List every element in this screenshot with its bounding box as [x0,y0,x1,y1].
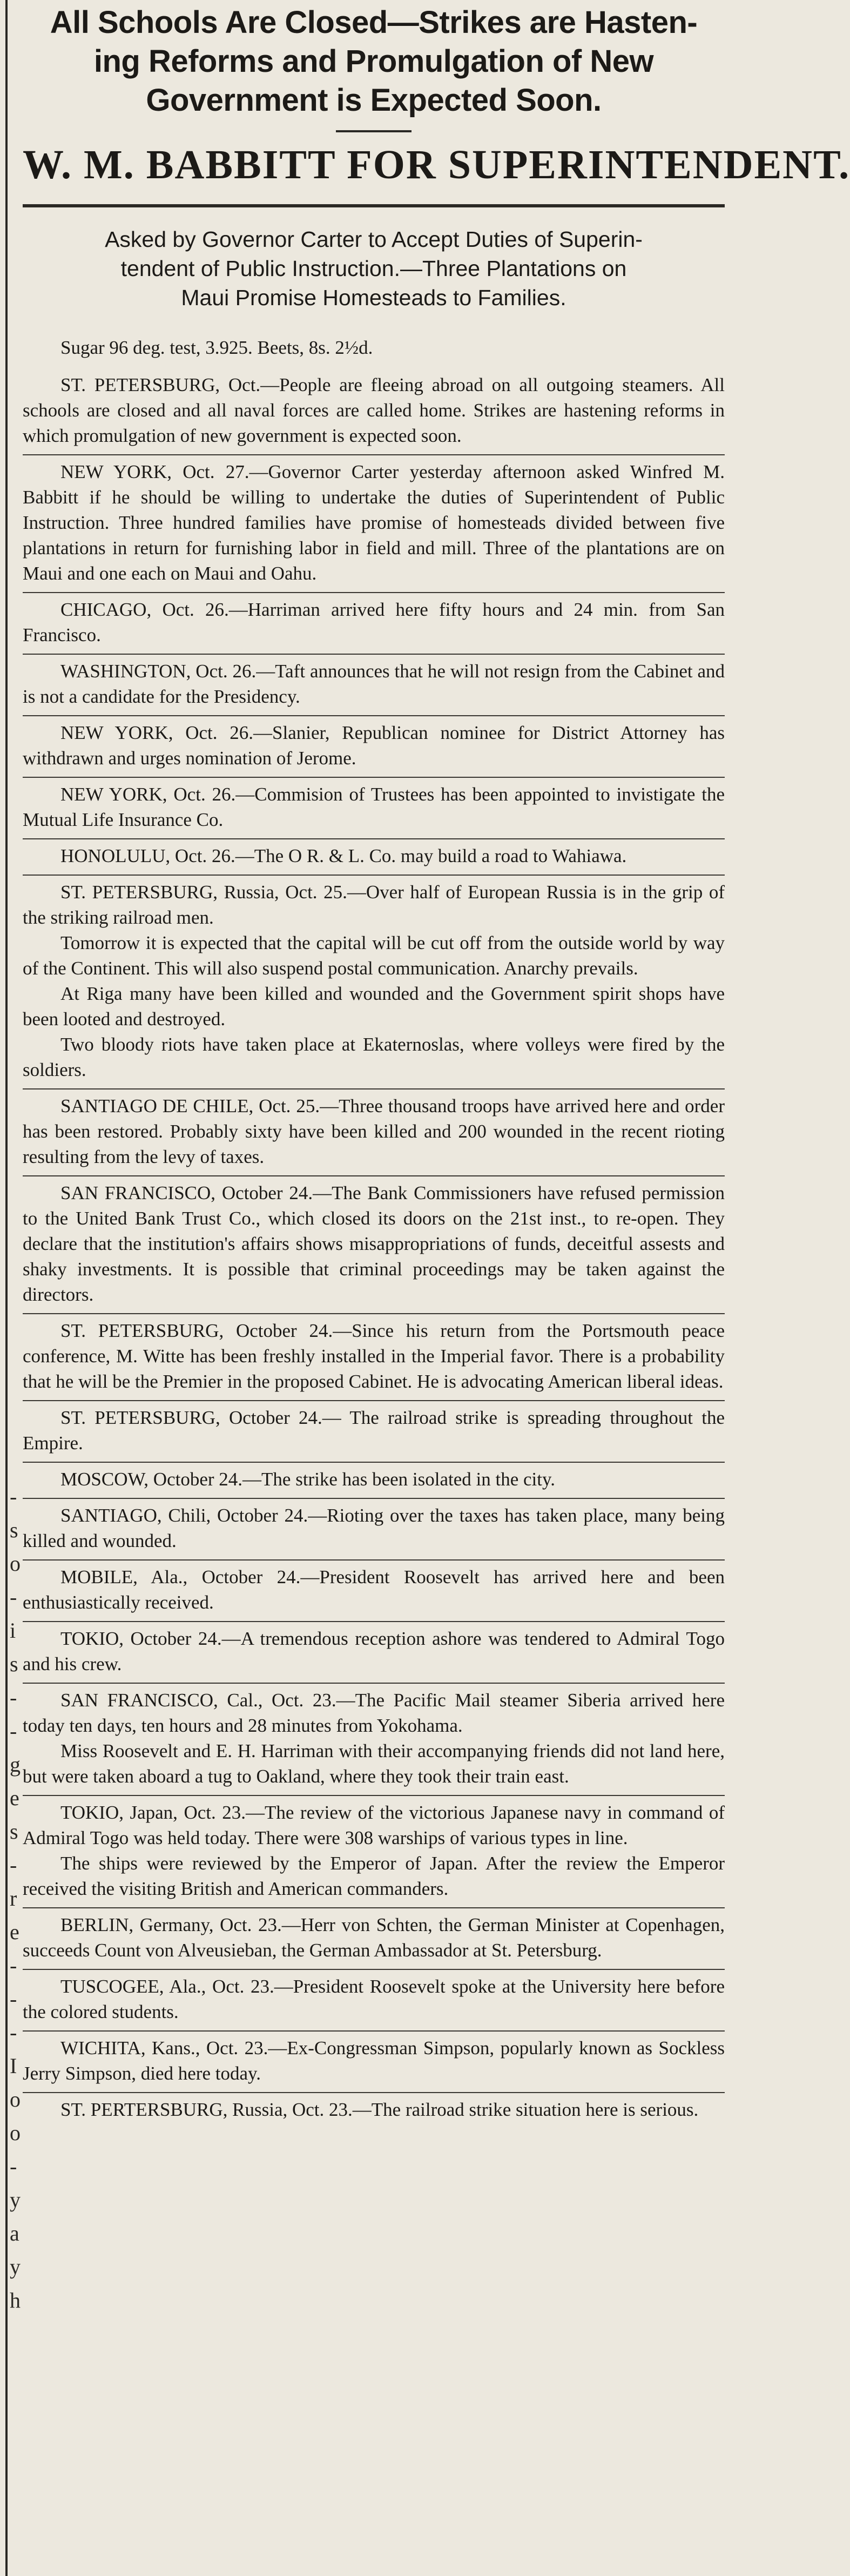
dispatch-paragraph: TOKIO, Japan, Oct. 23.—The review of the victorious Japanese navy in command of Admiral Togo was held today. There were 308 warships of various types in line. [23,1802,725,1848]
adjacent-column-fragment [10,1480,22,2317]
gutter-letter: e [10,1786,19,1810]
headline [23,3,725,120]
news-dispatch [23,1908,725,1970]
dispatch-paragraph: SAN FRANCISCO, Cal., Oct. 23.—The Pacific Mail steamer Siberia arrived here today ten days, ten hours and 28 minutes from Yokohama. [23,1690,725,1736]
gutter-letter: - [10,1719,17,1743]
news-dispatch [23,1463,725,1499]
dispatch-list [23,368,725,2128]
dispatch-paragraph: MOSCOW, October 24.—The strike has been isolated in the city. [60,1469,555,1490]
dispatch-paragraph: Two bloody riots have taken place at Ekaternoslas, where volleys were fired by the soldiers. [23,1034,725,1080]
dispatch-paragraph: ST. PETERSBURG, Oct.—People are fleeing abroad on all outgoing steamers. All schools are closed and all naval forces are called home. Strikes are hastening reforms in which promulgation of new government is expected soon. [23,374,725,446]
news-dispatch [23,1796,725,1908]
dispatch-paragraph: SANTIAGO DE CHILE, Oct. 25.—Three thousand troops have arrived here and order has been restored. Probably sixty have been killed and 200 wounded in the recent rioting resulting from the levy of taxes. [23,1095,725,1167]
dispatch-paragraph: HONOLULU, Oct. 26.—The O R. & L. Co. may build a road to Wahiawa. [60,845,627,866]
deck-line: tendent of Public Instruction.—Three Plantations on [120,256,627,281]
deck-line: Maui Promise Homesteads to Families. [181,285,566,310]
dispatch-paragraph: TOKIO, October 24.—A tremendous reception ashore was tendered to Admiral Togo and his crew. [23,1628,725,1674]
gutter-letter: o [10,2121,21,2145]
deck [23,225,725,312]
gutter-letter: s [10,1652,18,1676]
section-divider [23,204,725,207]
news-dispatch [23,1089,725,1176]
dispatch-paragraph: BERLIN, Germany, Oct. 23.—Herr von Schten, the German Minister at Copenhagen, succeeds Count von Alveusieban, the German Ambassador at St. Petersburg. [23,1914,725,1961]
gutter-letter: - [10,1953,17,1978]
dispatch-paragraph: WICHITA, Kans., Oct. 23.—Ex-Congressman Simpson, popularly known as Sockless Jerry Simpson, died here today. [23,2037,725,2084]
dispatch-paragraph: NEW YORK, Oct. 26.—Slanier, Republican nominee for District Attorney has withdrawn and urges nomination of Jerome. [23,722,725,769]
headline-line: ing Reforms and Promulgation of New [93,44,654,79]
dispatch-paragraph: ST. PERTERSBURG, Russia, Oct. 23.—The railroad strike situation here is serious. [60,2099,699,2120]
dispatch-paragraph: ST. PETERSBURG, October 24.—Since his return from the Portsmouth peace conference, M. Witte has been freshly installed in the Imperial favor. There is a probability that he will be the Premier in the proposed Cabinet. He is advocating American liberal ideas. [23,1320,725,1392]
dispatch-paragraph: Tomorrow it is expected that the capital will be cut off from the outside world by way of the Continent. This will also suspend postal communication. Anarchy prevails. [23,932,725,979]
deck-line: Asked by Governor Carter to Accept Duties of Superin- [105,227,643,252]
news-dispatch [23,1499,725,1561]
gutter-letter: s [10,1819,18,1844]
news-dispatch [23,1401,725,1463]
dispatch-paragraph: Miss Roosevelt and E. H. Harriman with their accompanying friends did not land here, but were taken aboard a tug to Oakland, where they took their train east. [23,1740,725,1787]
news-dispatch [23,2032,725,2093]
headline-divider [23,125,725,136]
news-dispatch [23,368,725,455]
gutter-letter: I [10,2054,17,2078]
gutter-letter: - [10,1853,17,1877]
gutter-letter: s [10,1518,18,1542]
gutter-letter: y [10,2255,21,2279]
dispatch-paragraph: NEW YORK, Oct. 27.—Governor Carter yesterday afternoon asked Winfred M. Babbitt if he should be willing to undertake the duties of Superintendent of Public Instruction. Three hundred families have promise of homesteads divided between five plantations in return for furnishing labor in field and mill. Three of the plantations are on Maui and one each on Maui and Oahu. [23,461,725,584]
gutter-letter: i [10,1618,16,1643]
news-dispatch [23,2093,725,2128]
gutter-letter: - [10,2020,17,2044]
dispatch-paragraph: NEW YORK, Oct. 26.—Commision of Trustees has been appointed to invistigate the Mutual Life Insurance Co. [23,784,725,830]
headline-line: Government is Expected Soon. [146,83,602,118]
news-dispatch [23,876,725,1089]
gutter-letter: g [10,1752,21,1777]
gutter-letter: o [10,2087,21,2111]
gutter-letter: - [10,1987,17,2011]
news-column [23,0,850,2128]
dispatch-paragraph: SAN FRANCISCO, October 24.—The Bank Commissioners have refused permission to the United Bank Trust Co., which closed its doors on the 21st inst., to re-open. They declare that the institution's affairs shows misappropriations of funds, deceitful assests and shaky investments. It is possible that criminal proceedings may be taken against the directors. [23,1182,725,1305]
news-dispatch [23,1970,725,2032]
dispatch-paragraph: WASHINGTON, Oct. 26.—Taft announces that he will not resign from the Cabinet and is not a candidate for the Presidency. [23,661,725,707]
gutter-letter: y [10,2188,21,2212]
dispatch-paragraph: MOBILE, Ala., October 24.—President Roosevelt has arrived here and been enthusiastically received. [23,1566,725,1613]
gutter-letter: - [10,1484,17,1509]
gutter-letter: - [10,1685,17,1710]
market-prices: Sugar 96 deg. test, 3.925. Beets, 8s. 2½d. [60,337,373,358]
news-dispatch [23,839,725,876]
news-dispatch [23,1561,725,1622]
gutter-letter: a [10,2221,19,2245]
subhead: W. M. BABBITT FOR SUPERINTENDENT. [23,142,850,187]
news-dispatch [23,716,725,778]
dispatch-paragraph: SANTIAGO, Chili, October 24.—Rioting over the taxes has taken place, many being killed and wounded. [23,1505,725,1551]
dispatch-paragraph: At Riga many have been killed and wounded and the Government spirit shops have been looted and destroyed. [23,983,725,1030]
gutter-letter: o [10,1551,21,1576]
news-dispatch [23,593,725,655]
gutter-letter: r [10,1886,17,1911]
dispatch-paragraph: CHICAGO, Oct. 26.—Harriman arrived here fifty hours and 24 min. from San Francisco. [23,599,725,645]
dispatch-paragraph: The ships were reviewed by the Emperor of Japan. After the review the Emperor received the visiting British and American commanders. [23,1853,725,1899]
gutter-letter: - [10,1585,17,1609]
dispatch-paragraph: ST. PETERSBURG, October 24.— The railroad strike is spreading throughout the Empire. [23,1407,725,1454]
news-dispatch [23,1176,725,1314]
dispatch-paragraph: TUSCOGEE, Ala., Oct. 23.—President Roosevelt spoke at the University here before the colored students. [23,1976,725,2022]
news-dispatch [23,1684,725,1796]
news-dispatch [23,778,725,839]
dispatch-paragraph: ST. PETERSBURG, Russia, Oct. 25.—Over half of European Russia is in the grip of the striking railroad men. [23,882,725,928]
headline-line: All Schools Are Closed—Strikes are Hasten- [50,5,698,40]
news-dispatch [23,1314,725,1401]
column-rule [5,0,8,2576]
gutter-letter: h [10,2288,21,2312]
news-dispatch [23,655,725,716]
gutter-letter: e [10,1920,19,1944]
news-dispatch [23,455,725,593]
gutter-letter: - [10,2154,17,2178]
news-dispatch [23,1622,725,1684]
